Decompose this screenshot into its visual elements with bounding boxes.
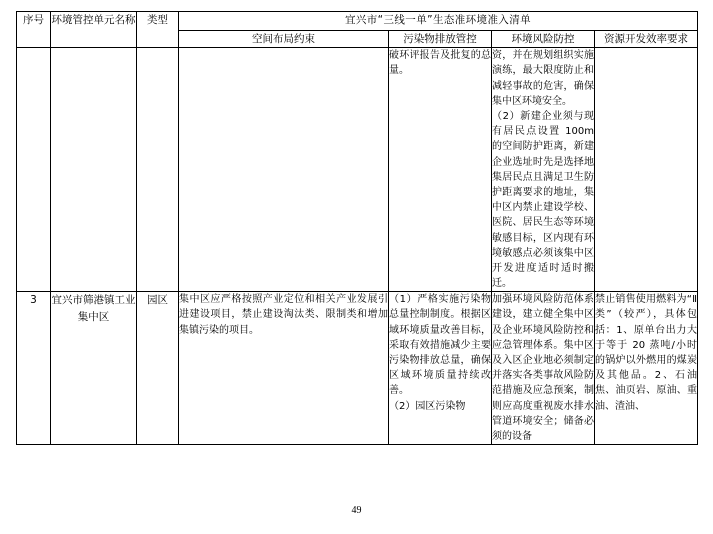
cell-pollutant-control: （1）严格实施污染物总量控制制度。根据区域环境质量改善目标，采取有效措施减少主要污染物排放总量，确保区域环境质量持续改善。 （2）园区污染物 [389,292,492,445]
cell-unit: 宜兴市筛港镇工业集中区 [51,292,137,445]
cell-resource-efficiency [595,48,698,292]
table-body [17,48,698,445]
page-number: 49 [351,505,362,516]
table-header [17,12,698,48]
cell-seq [17,48,51,292]
header-cell-group-title: 宜兴市“三线一单”生态准环境准入清单 [179,12,698,31]
header-cell-pollutant-control: 污染物排放管控 [389,31,492,48]
cell-unit [51,48,137,292]
cell-space-layout [179,48,389,292]
header-cell-seq: 序号 [17,12,51,48]
cell-type: 园区 [137,292,179,445]
environmental-access-list-table [16,11,698,445]
cell-resource-efficiency: 禁止销售使用燃料为“Ⅱ类”（较严），具体包括：1、原单台出力大于等于 20 蒸吨/小时的锅炉以外燃用的煤炭及其他品。2、石油焦、油页岩、原油、重油、渣油、 [595,292,698,445]
header-cell-resource-efficiency: 资源开发效率要求 [595,31,698,48]
cell-seq: 3 [17,292,51,445]
cell-risk-prevention: 加强环境风险防范体系建设，建立健全集中区及企业环境风险防控和应急管理体系。集中区及入区企业地必须制定并落实各类事故风险防范措施及应急预案，制则应高度重视废水排水管道环境安全；储备必须的设备 [492,292,595,445]
table-row [17,292,698,445]
table-header-row-group [17,12,698,31]
cell-risk-prevention: 资，并在规划组织实施演练，最大限度防止和减轻事故的危害，确保集中区环境安全。 （2）新建企业须与现有居民点设置 100m 的空间防护距离，新建企业选址时先是选择地集居民点且满足卫生防护距离要求的地址，集中区内禁止建设学校、医院、居民生态等环境敏感目标，区内现有环境敏感点必须该集中区开发进度适时适时搬迁。 [492,48,595,292]
header-cell-unit: 环境管控单元名称 [51,12,137,48]
cell-pollutant-control: 破环评报告及批复的总量。 [389,48,492,292]
header-cell-type: 类型 [137,12,179,48]
cell-space-layout: 集中区应严格按照产业定位和相关产业发展引进建设项目，禁止建设淘汰类、限制类和增加集镇污染的项目。 [179,292,389,445]
table-row [17,48,698,292]
header-cell-risk-prevention: 环境风险防控 [492,31,595,48]
header-cell-space-layout: 空间布局约束 [179,31,389,48]
cell-type [137,48,179,292]
